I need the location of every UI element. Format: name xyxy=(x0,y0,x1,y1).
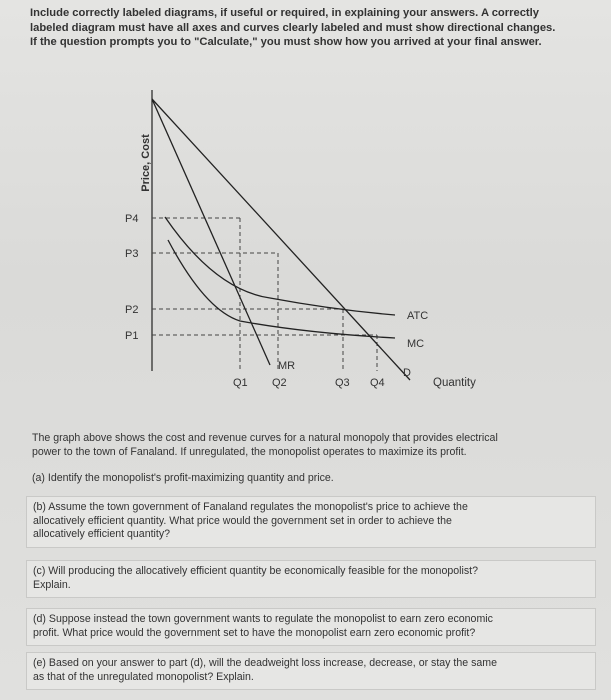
p4-label: P4 xyxy=(125,213,139,225)
question-b-line-2: allocatively efficient quantity. What price would the government set in order to achieve the xyxy=(33,514,452,527)
question-c xyxy=(26,560,596,598)
mc-curve xyxy=(168,240,395,338)
question-a-line-1: (a) Identify the monopolist's profit-maximizing quantity and price. xyxy=(32,472,334,484)
demand-curve xyxy=(152,99,410,380)
question-b-line-1: (b) Assume the town government of Fanaland regulates the monopolist's price to achieve the xyxy=(33,501,468,513)
intro-line-1: The graph above shows the cost and revenue curves for a natural monopoly that provides electrical xyxy=(32,432,498,444)
atc-curve xyxy=(165,217,395,315)
p3-label: P3 xyxy=(125,248,139,260)
question-a xyxy=(32,472,592,486)
p1-label: P1 xyxy=(125,330,139,342)
intro-line-2: power to the town of Fanaland. If unregulated, the monopolist operates to maximize its profit. xyxy=(32,445,467,458)
d-label: D xyxy=(403,367,411,379)
question-c-line-2: Explain. xyxy=(33,578,71,591)
instructions xyxy=(30,6,590,50)
question-b xyxy=(26,496,596,548)
instructions-line-2: labeled diagram must have all axes and curves clearly labeled and must show directional changes. xyxy=(30,21,556,34)
question-d xyxy=(26,608,596,646)
x-axis-label: Quantity xyxy=(433,377,476,389)
question-d-line-1: (d) Suppose instead the town government wants to regulate the monopolist to earn zero economic xyxy=(33,613,493,625)
intro-paragraph xyxy=(32,432,592,459)
q4-label: Q4 xyxy=(370,377,385,389)
mc-label: MC xyxy=(407,338,425,350)
instructions-line-3: If the question prompts you to "Calculate," you must show how you arrived at your final answer. xyxy=(30,36,542,48)
q2-label: Q2 xyxy=(272,377,287,389)
question-e-line-2: as that of the unregulated monopolist? Explain. xyxy=(33,670,254,683)
q3-label: Q3 xyxy=(335,377,350,389)
y-axis-label: Price, Cost xyxy=(140,134,152,192)
instructions-line-1: Include correctly labeled diagrams, if useful or required, in explaining your answers. A correctly xyxy=(30,7,539,19)
question-d-line-2: profit. What price would the government set to have the monopolist earn zero economic profit? xyxy=(33,626,476,639)
p2-label: P2 xyxy=(125,304,139,316)
question-e xyxy=(26,652,596,690)
question-e-line-1: (e) Based on your answer to part (d), will the deadweight loss increase, decrease, or stay the same xyxy=(33,657,497,669)
monopoly-graph xyxy=(0,85,611,405)
mr-curve xyxy=(152,99,270,365)
atc-label: ATC xyxy=(407,310,429,322)
mr-label: MR xyxy=(278,360,296,372)
q1-label: Q1 xyxy=(233,377,248,389)
question-c-line-1: (c) Will producing the allocatively efficient quantity be economically feasible for the monopolist? xyxy=(33,565,478,577)
question-b-line-3: allocatively efficient quantity? xyxy=(33,528,171,540)
